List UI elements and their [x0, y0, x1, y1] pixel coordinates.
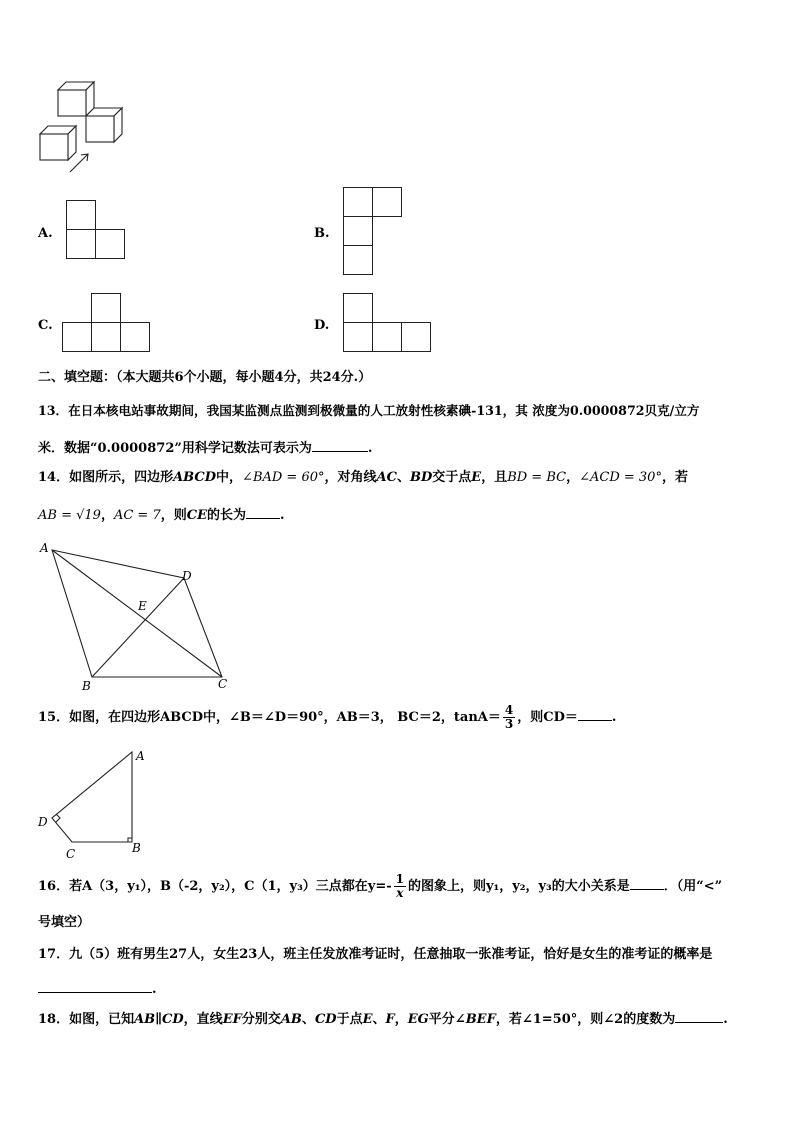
q14-math: ∠ACD = 30° [579, 470, 662, 485]
q14-text: ，若 [661, 470, 688, 485]
option-c-square [91, 322, 121, 352]
q18-text: ，若∠1=50°，则∠2的度数为 [495, 1012, 676, 1027]
q17-line2: . [38, 980, 157, 998]
q15-frac-den: 3 [504, 717, 514, 731]
q14-label-b: B [82, 679, 91, 693]
q14-label-a: A [40, 541, 49, 555]
q15-fraction [503, 704, 515, 731]
q15-label-b: B [132, 841, 141, 855]
option-d-square [343, 322, 373, 352]
option-a-square [66, 229, 96, 259]
option-b-square [343, 187, 373, 217]
q16-text: ．（用“<” [663, 879, 723, 894]
q14-math: AC = 7 [113, 508, 161, 523]
q14-math: ∠BAD = 60° [242, 470, 325, 485]
q16-frac-num: 1 [395, 872, 404, 886]
option-d-square [343, 293, 373, 323]
q14-math: AB = √19 [38, 508, 101, 523]
q15-label-a: A [136, 749, 145, 763]
q18-math: F [385, 1012, 395, 1027]
q18-answer-blank[interactable] [675, 1010, 723, 1023]
q17-line1: 17．九（5）班有男生27人，女生23人，班主任发放准考证时，任意抽取一张准考证，恰好是女生的准考证的概率是 [38, 947, 713, 962]
q16-frac-den: x [396, 886, 404, 900]
q18-math: EG [407, 1012, 429, 1027]
q14-text: ， [100, 508, 114, 523]
q16-line2: 号填空） [38, 915, 91, 930]
q15-frac-num: 4 [504, 703, 514, 717]
q18-math: AB∥CD [134, 1012, 184, 1027]
option-a-square [95, 229, 125, 259]
q18-math: E [362, 1012, 373, 1027]
q15-quadrilateral-figure [34, 748, 154, 864]
option-d-label[interactable]: D. [314, 318, 330, 333]
q14-text: ， [566, 470, 580, 485]
option-c-label[interactable]: C. [38, 318, 53, 333]
q14-quadrilateral-figure [36, 538, 236, 694]
option-c-square [62, 322, 92, 352]
option-b-label[interactable]: B. [314, 226, 330, 241]
q18-text: 、 [372, 1012, 386, 1027]
q16-text: 的图象上，则y₁，y₂，y₃的大小关系是 [408, 879, 630, 894]
q14-text: 、 [396, 470, 410, 485]
q18-text: 分别交 [241, 1012, 281, 1027]
q14-label-d: D [182, 569, 192, 583]
q18-text: ，直线 [183, 1012, 223, 1027]
q15-line: 15．如图，在四边形ABCD中，∠B＝∠D＝90°，AB＝3， BC＝2，tanA＝ $\frac{4}{3}$ ，则CD＝ . [38, 703, 617, 731]
q13-answer-blank[interactable] [312, 439, 368, 452]
section-heading: 二、填空题：（本大题共6个小题，每小题4分，共24分.） [38, 370, 372, 385]
q15-text: ，则CD＝ [517, 710, 578, 725]
q14-math: AC [376, 470, 397, 485]
option-c-square [120, 322, 150, 352]
q16-text: 16．若A（3，y₁），B（-2，y₂），C（1，y₃）三点都在y=- [38, 879, 392, 894]
q17-answer-blank[interactable] [38, 980, 152, 993]
q14-math: BD = BC [507, 470, 567, 485]
q18-math: AB [280, 1012, 302, 1027]
q14-math: CE [186, 508, 207, 523]
q14-math: E [471, 470, 482, 485]
option-d-square [401, 322, 431, 352]
option-a-square [66, 200, 96, 230]
q14-text: 的长为 [207, 508, 247, 523]
q14-text: 交于点 [432, 470, 472, 485]
option-c-square [91, 293, 121, 323]
q18-math: ∠BEF [454, 1012, 496, 1027]
q16-answer-blank[interactable] [630, 877, 664, 890]
cube-stack-figure [30, 78, 130, 178]
q18-text: ， [394, 1012, 408, 1027]
q15-answer-blank[interactable] [578, 708, 612, 721]
q14-line1 [38, 470, 688, 486]
q14-text: ，则 [160, 508, 187, 523]
q15-label-c: C [66, 847, 76, 861]
q15-text: 15．如图，在四边形ABCD中，∠B＝∠D＝90°，AB＝3， BC＝2，tanA＝ [38, 710, 501, 725]
q16-line1 [38, 873, 722, 901]
q14-math: ABCD [173, 470, 217, 485]
option-b-square [343, 245, 373, 275]
option-d-square [372, 322, 402, 352]
q18-line: 18．如图，已知AB∥CD，直线EF分别交AB、CD于点E、F，EG平分∠BEF，若∠1=50°，则∠2的度数为 . [38, 1012, 728, 1027]
q14-text: 14．如图所示，四边形 [38, 470, 174, 485]
q18-math: EF [222, 1012, 242, 1027]
q14-text: 中， [216, 470, 243, 485]
q14-text: ，且 [481, 470, 508, 485]
q14-label-e: E [138, 599, 147, 613]
option-b-square [343, 216, 373, 246]
option-b-square [372, 187, 402, 217]
q18-math: CD [314, 1012, 337, 1027]
q18-text: 、 [301, 1012, 315, 1027]
q14-math: BD [409, 470, 433, 485]
q14-label-c: C [218, 677, 228, 691]
q18-text: 平分 [428, 1012, 455, 1027]
q13-line2-text: 米．数据“0.0000872”用科学记数法可表示为 [38, 441, 312, 456]
q14-line2: AB = √19，AC = 7，则CE的长为 . [38, 508, 285, 523]
q14-text: ，对角线 [324, 470, 377, 485]
q18-text: 18．如图，已知 [38, 1012, 135, 1027]
q15-label-d: D [38, 815, 48, 829]
option-a-label[interactable]: A. [38, 226, 53, 241]
q18-text: 于点 [336, 1012, 363, 1027]
q13-line2: 米．数据“0.0000872”用科学记数法可表示为 . [38, 441, 373, 456]
q16-fraction [394, 873, 406, 900]
q13-line1: 13．在日本核电站事故期间，我国某监测点监测到极微量的人工放射性核素碘-131，其 浓度为0.0000872贝克/立方 [38, 403, 700, 418]
q14-answer-blank[interactable] [246, 506, 280, 519]
